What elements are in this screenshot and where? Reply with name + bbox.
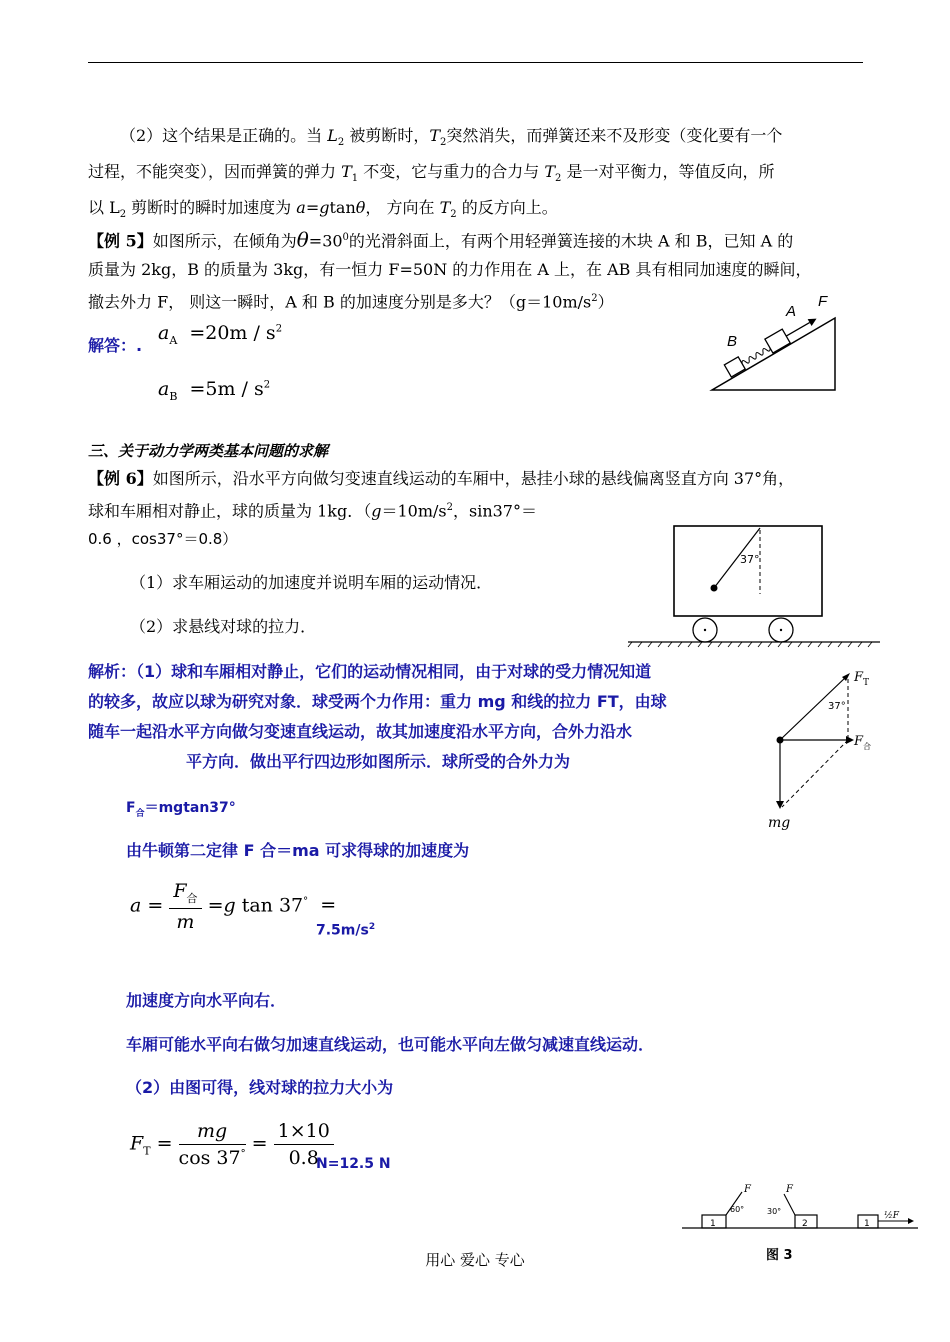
force-diagram (760, 665, 880, 835)
acceleration-result (316, 922, 375, 939)
text: 球和车厢相对静止，球的质量为 1kg．（ (88, 501, 372, 521)
incline-figure (700, 290, 850, 400)
text: ＝10m/s (381, 501, 447, 521)
text: 合 (186, 891, 198, 905)
text: 撤去外力 F， 则这一瞬时，A 和 B 的加速度分别是多大？（g＝10m/s (88, 292, 592, 312)
text: g (371, 501, 382, 521)
text: T (143, 1144, 151, 1158)
question-2: （2）求悬线对球的拉力． (130, 617, 317, 636)
label-a: A (786, 303, 797, 320)
carriage-box (674, 526, 822, 616)
newton-line: 由牛顿第二定律 F 合＝ma 可求得球的加速度为 (126, 841, 470, 860)
text: 0.8 (288, 1147, 319, 1169)
text: 合 (135, 808, 145, 819)
label-ft: F (854, 670, 864, 685)
label-ft-sub: T (863, 678, 870, 688)
label-f: F (818, 293, 828, 310)
text: =20m / s (189, 322, 276, 344)
text: 是一对平衡力，等值反向，所 (561, 162, 775, 182)
angle-label: 60° (730, 1205, 745, 1214)
text: 0.6 ，cos37°＝0.8） (88, 530, 238, 549)
text: 2 (591, 293, 598, 305)
header-rule (88, 62, 863, 63)
text: （2）这个结果是正确的。当 (120, 126, 328, 145)
question-1: （1）求车厢运动的加速度并说明车厢的运动情况． (130, 573, 493, 592)
acceleration-equation: a = $\frac{F_合}{m}$ =g tan 37° = (130, 880, 337, 933)
ball (777, 737, 784, 744)
text: ， 方向在 (365, 198, 440, 218)
text: 解析：（1）球和车厢相对静止，它们的运动情况相同，由于对球的受力情况知道 (88, 662, 652, 681)
text: F (130, 1132, 144, 1155)
equation-aA (158, 322, 282, 347)
text: 2 (446, 502, 453, 513)
axle (780, 629, 782, 631)
text: F (173, 880, 187, 902)
text: 2 (275, 323, 283, 335)
text: 2 (440, 137, 447, 149)
text: 如图所示，沿水平方向做匀变速直线运动的车厢中，悬挂小球的悬线偏离竖直方向 37°角， (152, 469, 795, 488)
part2-line: （2）由图可得，线对球的拉力大小为 (126, 1078, 394, 1097)
fraction (169, 880, 201, 933)
angle-label: 37° (828, 701, 846, 712)
text: a (158, 322, 170, 344)
text: 1 (351, 173, 359, 185)
text: 平方向．做出平行四边形如图所示．球所受的合外力为 (186, 752, 571, 771)
tension-equation: $F_T$ = $\frac{mg}{\cos 37^\circ}$ = $\frac{1\times 10}{0.8}$ (130, 1120, 334, 1169)
text: mg (196, 1120, 228, 1142)
block-a (765, 329, 790, 353)
force-line (784, 1194, 795, 1215)
page-footer: 用心 爱心 专心 (425, 1251, 525, 1269)
text: cos 37 (178, 1147, 241, 1169)
text: 2 (119, 209, 127, 221)
arrow-head (808, 315, 819, 326)
text: m (176, 910, 195, 933)
text: 剪断时的瞬时加速度为 (126, 198, 297, 218)
text: =5m / s (189, 378, 264, 400)
text: 2 (368, 922, 376, 932)
fhe-equation (126, 797, 236, 819)
example-tag: 【例 6】 (88, 469, 153, 488)
ball (711, 585, 718, 592)
text: 突然消失，而弹簧还来不及形变（变化要有一个 (446, 126, 783, 145)
text: 被剪断时， (344, 126, 430, 145)
text: 以 L (88, 198, 120, 218)
figure-label: 图 3 (766, 1248, 793, 1263)
label-fhe-sub: 合 (863, 742, 871, 751)
text: tan 37 (241, 894, 304, 917)
text: 7.5m/s (316, 922, 369, 939)
text: 质量为 2kg，B 的质量为 3kg，有一恒力 F=50N 的力作用在 A 上，在 AB 具有相同加速度的瞬间， (88, 260, 812, 280)
text: T (439, 198, 451, 218)
text: tan (329, 198, 356, 218)
text: a (158, 378, 170, 400)
spring (741, 346, 771, 366)
tension-result: N=12.5 N (316, 1156, 391, 1172)
section-heading: 三、关于动力学两类基本问题的求解 (88, 442, 329, 460)
text: F (126, 800, 136, 816)
label-b: B (727, 333, 738, 350)
equation-aB (158, 378, 270, 403)
text: 2 (263, 379, 271, 391)
motion-line: 车厢可能水平向右做匀加速直线运动，也可能水平向左做匀减速直线运动． (126, 1035, 655, 1054)
block-label: 1 (864, 1219, 870, 1229)
text: =30 (308, 231, 343, 251)
incline-triangle (712, 318, 835, 390)
text: 0 (342, 232, 349, 243)
label-fhe: F (854, 734, 864, 749)
text: 2 (555, 173, 562, 185)
text: ° (303, 896, 309, 908)
text: T (429, 126, 441, 145)
text: B (169, 389, 178, 403)
text: L (327, 126, 338, 145)
arrow-head (908, 1218, 914, 1224)
label-mg: mg (768, 815, 791, 831)
text: θ (296, 227, 309, 252)
text: 不变，它与重力的合力与 (358, 162, 545, 182)
block-label: 2 (802, 1219, 808, 1229)
text: 2 (337, 137, 345, 149)
dash-line (782, 740, 848, 807)
text: A (169, 333, 178, 347)
fraction (179, 1120, 246, 1169)
angle-label: 37° (740, 553, 760, 566)
text: 过程，不能突变），因而弹簧的弹力 (88, 162, 342, 182)
text: ° (240, 1148, 246, 1160)
text: 2 (450, 209, 457, 221)
angle-label: 30° (767, 1207, 782, 1216)
force-label: F (744, 1184, 751, 1195)
text: ＝mgtan37° (144, 800, 236, 816)
solution-paragraph (88, 657, 758, 777)
answer-label: 解答：. (88, 336, 143, 355)
arrow-head (776, 801, 784, 809)
block-b (724, 357, 745, 377)
force-label: F (786, 1184, 793, 1195)
part2-paragraph (88, 121, 868, 230)
text: 随车一起沿水平方向做匀变速直线运动，故其加速度沿水平方向，合外力沿水 (88, 722, 633, 741)
text: 的反方向上。 (456, 198, 558, 218)
text: ） (597, 292, 614, 312)
text: a=g (296, 198, 330, 218)
text: 的光滑斜面上，有两个用轻弹簧连接的木块 A 和 B，已知 A 的 (348, 231, 794, 251)
text: g (223, 894, 236, 917)
example-tag: 【例 5】 (88, 231, 153, 251)
text: a (130, 894, 142, 917)
axle (704, 629, 706, 631)
text: θ (355, 198, 366, 218)
direction-line: 加速度方向水平向右． (126, 991, 287, 1010)
text: T (544, 162, 555, 182)
text: ，sin37°＝ (452, 501, 537, 521)
text: T (341, 162, 352, 182)
arrow-head (846, 736, 854, 744)
force-label: ½F (884, 1211, 899, 1221)
text: 的较多，故应以球为研究对象．球受两个力作用：重力 mg 和线的拉力 FT，由球 (88, 692, 667, 711)
block-label: 1 (710, 1219, 716, 1229)
text: 1×10 (274, 1120, 334, 1145)
text: 如图所示，在倾角为 (152, 231, 297, 251)
ground-hatch (628, 642, 872, 647)
carriage-figure (628, 520, 883, 645)
